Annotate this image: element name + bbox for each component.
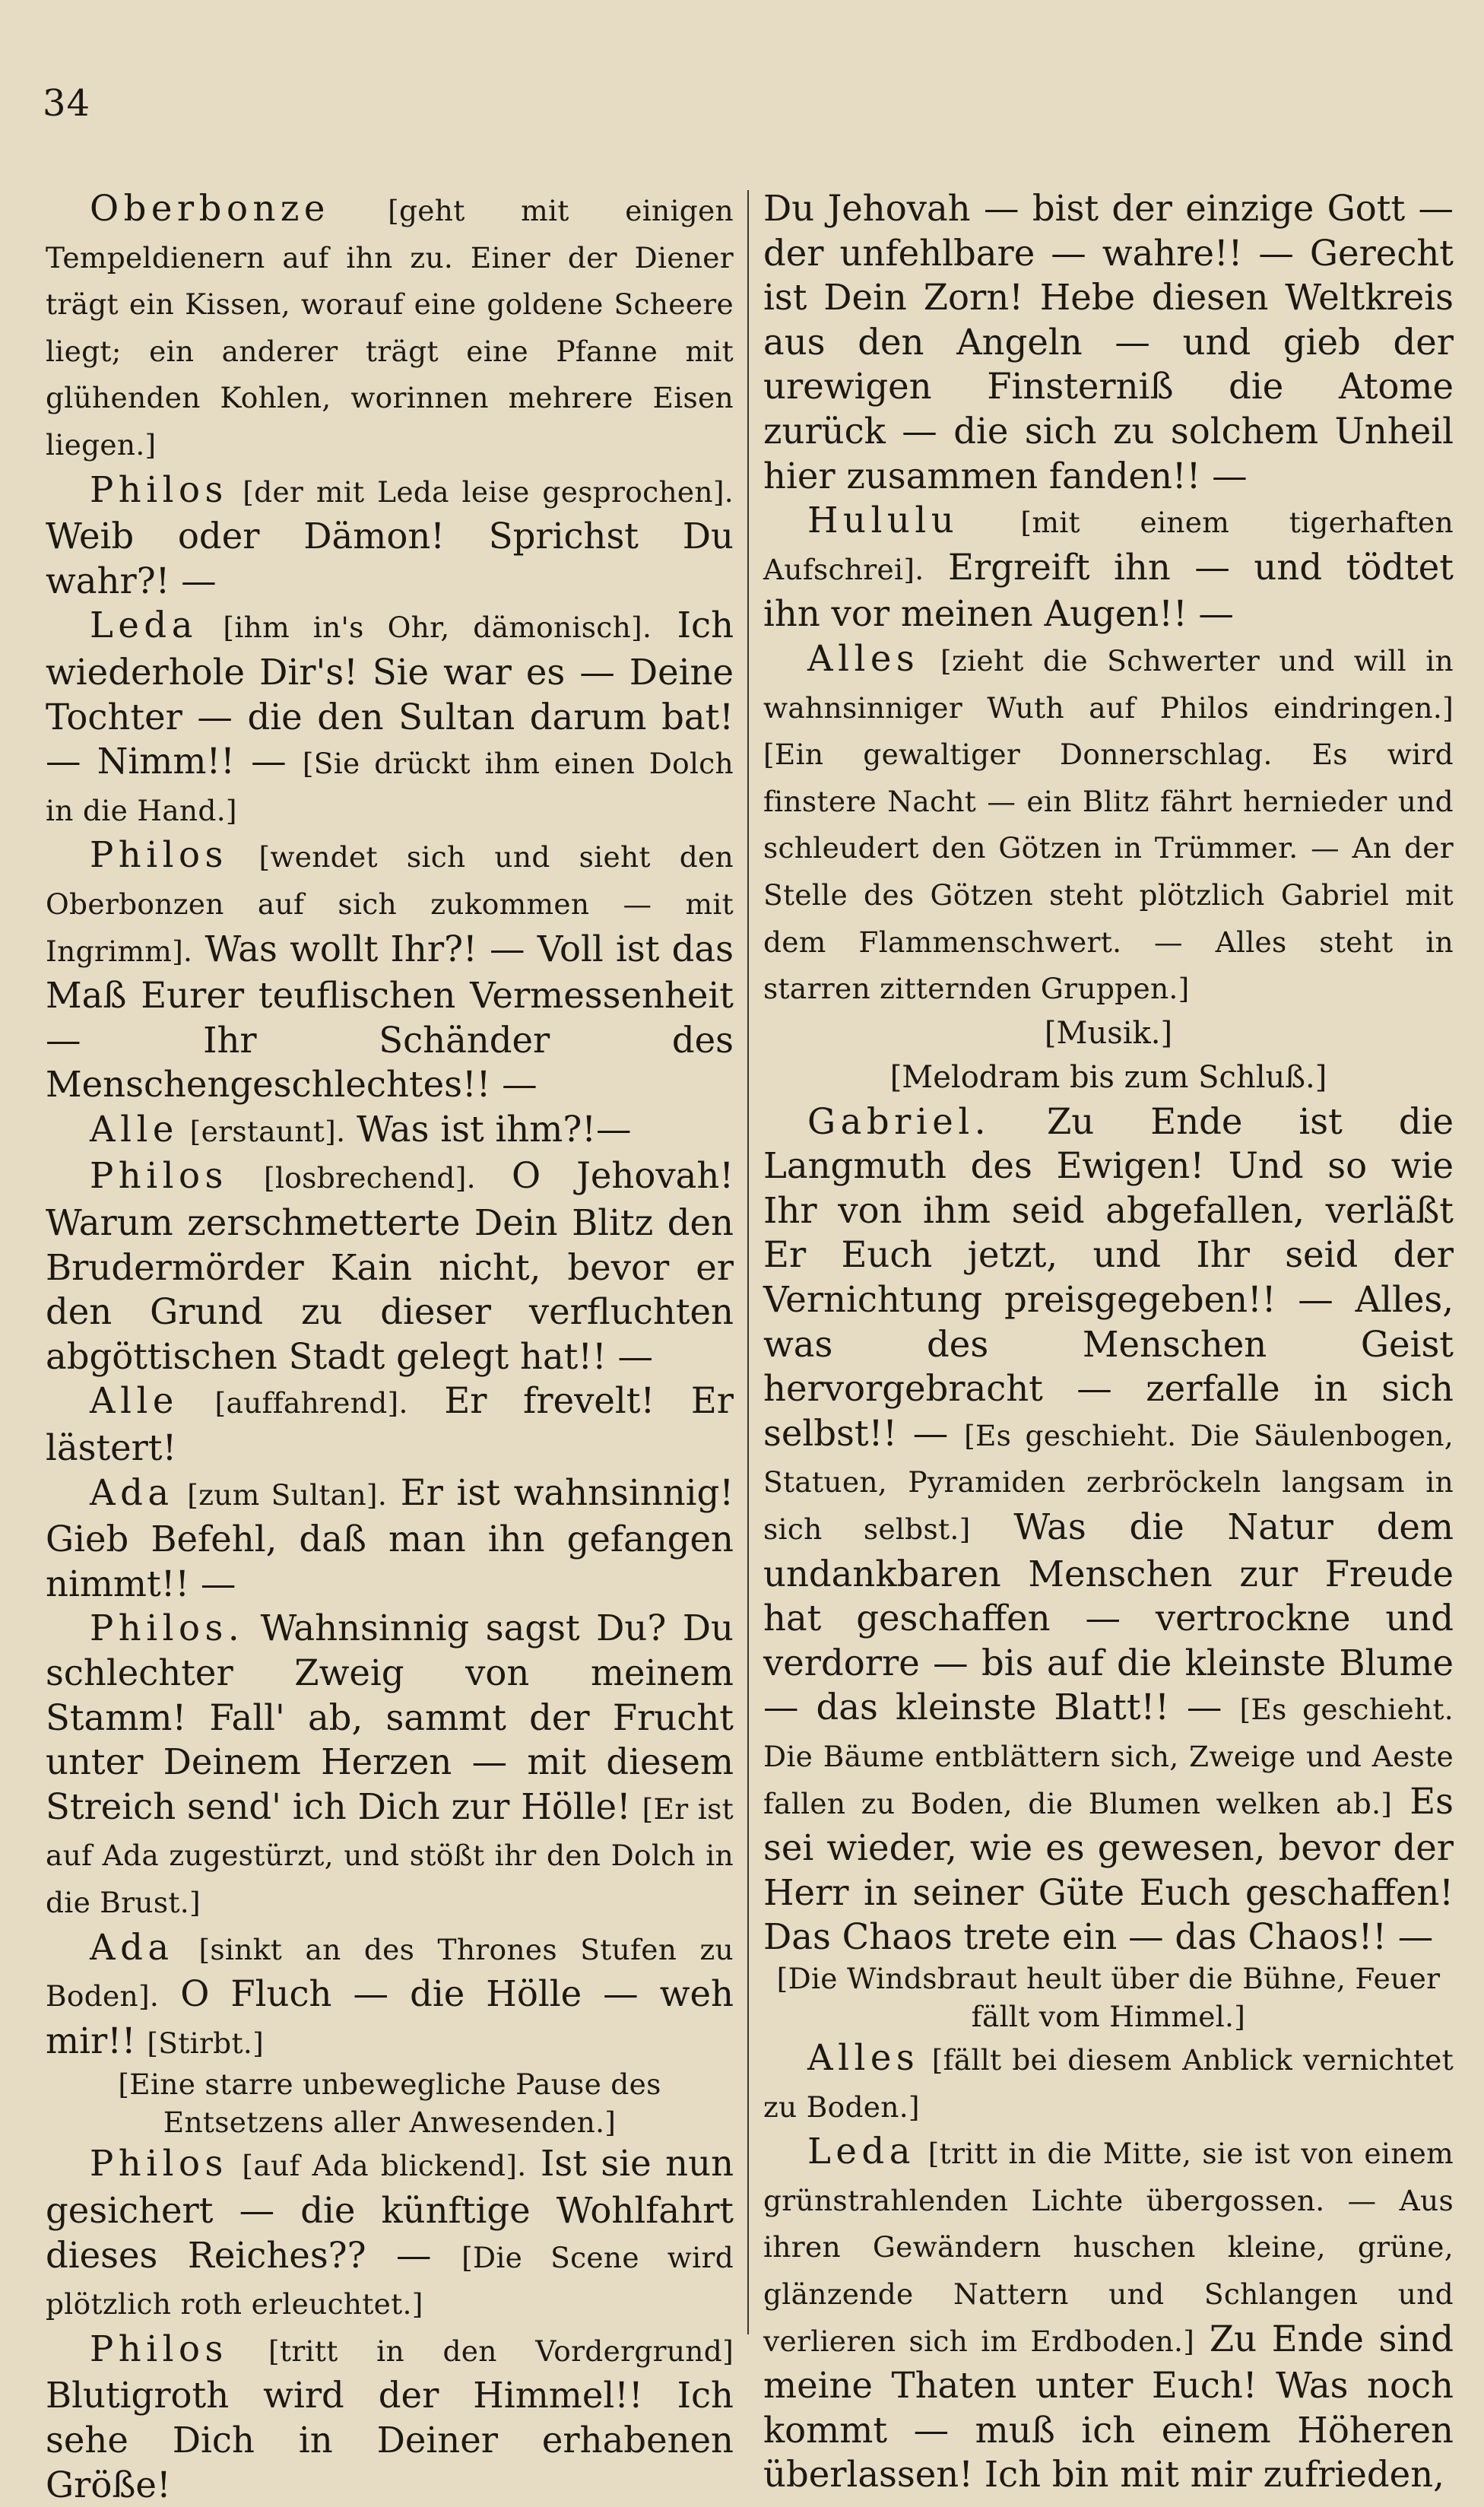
- dialogue: Blutigroth wird der Himmel!! Ich sehe Dich in Deiner erhabenen Größe!: [46, 2375, 734, 2505]
- paragraph: [46, 186, 734, 468]
- stage-direction: [losbrechend].: [264, 1161, 476, 1195]
- stage-direction: [geht mit einigen Tempeldienern auf ihn zu. Einer der Diener trägt ein Kissen, worauf eine goldene Scheere liegt; ein anderer trägt eine Pfanne mit glühenden Kohlen, worinnen mehrere Eisen liegen.]: [46, 194, 734, 462]
- stage-direction: [fällt bei diesem Anblick vernichtet zu Boden.]: [763, 2042, 1454, 2124]
- speaker-name: Alle: [90, 1380, 179, 1422]
- page-number: 34: [43, 82, 91, 125]
- left-column: [46, 186, 734, 2507]
- paragraph: [763, 2036, 1454, 2129]
- speaker-name: Alles: [807, 637, 920, 679]
- dialogue: Ich wiederhole Dir's! Sie war es — Deine Tochter — die den Sultan darum bat! — Nimm!! —: [46, 605, 734, 782]
- stage-direction: [ihm in's Ohr, dämonisch].: [223, 611, 652, 645]
- speaker-name: Ada: [90, 1471, 174, 1513]
- paragraph: [763, 1100, 1454, 1960]
- dialogue: Du Jehovah — bist der einzige Gott — der unfehlbare — wahre!! — Gerecht ist Dein Zorn! Hebe diesen Weltkreis aus den Angeln — und gieb der urewigen Finsterniß die Atome zurück — die sich zu solchem Unheil hier zusammen fanden!! —: [763, 188, 1454, 497]
- stage-direction-block: [Die Windsbraut heult über die Bühne, Feuer fällt vom Himmel.]: [776, 1961, 1441, 2033]
- speaker-name: Gabriel.: [807, 1100, 991, 1142]
- stage-direction: [zieht die Schwerter und will in wahnsinniger Wuth auf Philos eindringen.] [Ein gewaltiger Donnerschlag. Es wird finstere Nacht — ein Blitz fährt hernieder und schleudert den Götzen in Trümmer. — An der Stelle des Götzen steht plötzlich Gabriel mit dem Flammenschwert. — Alles steht in starren zitternden Gruppen.]: [763, 643, 1454, 1006]
- paragraph: [763, 498, 1454, 636]
- speaker-name: Leda: [807, 2131, 915, 2172]
- dialogue: Was die Natur dem undankbaren Menschen zur Freude hat geschaffen — vertrockne und verdorre — bis auf die kleinste Blume — das kleinste Blatt!! —: [763, 1506, 1454, 1728]
- dialogue: Zu Ende sind meine Thaten unter Euch! Was noch kommt — muß ich einem Höheren überlassen! Ich bin mit mir zufrieden,: [763, 2318, 1454, 2496]
- speaker-name: Alles: [807, 2036, 920, 2078]
- speaker-name: Philos: [90, 468, 228, 510]
- paragraph: [763, 2129, 1454, 2497]
- right-column: [763, 186, 1454, 2497]
- stage-direction: [Stirbt.]: [147, 2026, 264, 2060]
- speaker-name: Hululu: [807, 500, 959, 541]
- paragraph: [46, 2141, 734, 2326]
- melodram-cue: [Melodram bis zum Schluß.]: [889, 1059, 1327, 1095]
- stage-direction: [wendet sich und sieht den Oberbonzen auf sich zukommen — mit Ingrimm].: [46, 840, 734, 968]
- stage-direction: [der mit Leda leise gesprochen].: [243, 474, 734, 509]
- paragraph: [46, 2327, 734, 2507]
- paragraph: [46, 468, 734, 604]
- paragraph: [763, 186, 1454, 498]
- stage-direction: [Die Scene wird plötzlich roth erleuchtet.]: [46, 2240, 734, 2321]
- speaker-name: Philos: [90, 1155, 228, 1197]
- paragraph: [46, 1471, 734, 1607]
- stage-direction: [mit einem tigerhaften Aufschrei].: [763, 506, 1454, 586]
- stage-direction: [erstaunt].: [189, 1114, 346, 1148]
- stage-direction: [auf Ada blickend].: [242, 2149, 527, 2183]
- dialogue: Ergreift ihn — und tödtet ihn vor meinen Augen!! —: [763, 546, 1454, 635]
- dialogue: Was ist ihm?!—: [357, 1108, 632, 1150]
- speaker-name: Philos: [90, 2328, 228, 2369]
- column-divider: [747, 190, 749, 2334]
- music-cue: [Musik.]: [1044, 1015, 1173, 1051]
- stage-direction: [Er ist auf Ada zugestürzt, und stößt ihr den Dolch in die Brust.]: [46, 1791, 734, 1919]
- stage-direction: [Es geschieht. Die Bäume entblättern sich, Zweige und Aeste fallen zu Boden, die Blumen welken ab.]: [763, 1693, 1454, 1820]
- stage-direction-block: [Eine starre unbewegliche Pause des Entsetzens aller Anwesenden.]: [118, 2067, 661, 2140]
- dialogue: Wahnsinnig sagst Du? Du schlechter Zweig von meinem Stamm! Fall' ab, sammt der Frucht unter Deinem Herzen — mit diesem Streich send' ich Dich zur Hölle!: [46, 1607, 734, 1827]
- dialogue: Was wollt Ihr?! — Voll ist das Maß Eurer teuflischen Vermessenheit — Ihr Schänder des Menschengeschlechtes!! —: [46, 928, 734, 1106]
- paragraph: [46, 833, 734, 1107]
- dialogue: Es sei wieder, wie es gewesen, bevor der Herr in seiner Güte Euch geschaffen! Das Chaos trete ein — das Chaos!! —: [763, 1780, 1454, 1958]
- dialogue: O Fluch — die Hölle — weh mir!!: [46, 1973, 734, 2061]
- paragraph: [46, 603, 734, 833]
- dialogue: Ist sie nun gesichert — die künftige Wohlfahrt dieses Reiches?? —: [46, 2143, 734, 2276]
- dialogue: Er frevelt! Er lästert!: [46, 1380, 734, 1469]
- dialogue: Er ist wahnsinnig! Gieb Befehl, daß man ihn gefangen nimmt!! —: [46, 1471, 734, 1604]
- paragraph: [763, 636, 1454, 1011]
- speaker-name: Philos: [90, 834, 228, 876]
- speaker-name: Leda: [90, 605, 198, 646]
- speaker-name: Alle: [90, 1108, 179, 1150]
- speaker-name: Philos: [90, 2143, 228, 2185]
- stage-direction: [Sie drückt ihm einen Dolch in die Hand.]: [46, 747, 734, 827]
- stage-direction: [auffahrend].: [214, 1386, 408, 1420]
- stage-direction: [sinkt an des Thrones Stufen zu Boden].: [46, 1932, 734, 2014]
- speaker-name: Oberbonze: [90, 188, 330, 229]
- paragraph: [46, 1107, 734, 1154]
- stage-direction: [zum Sultan].: [187, 1477, 388, 1512]
- paragraph: [46, 1379, 734, 1470]
- dialogue: Weib oder Dämon! Sprichst Du wahr?! —: [46, 516, 734, 601]
- paragraph: [46, 1154, 734, 1379]
- dialogue: Zu Ende ist die Langmuth des Ewigen! Und so wie Ihr von ihm seid abgefallen, verläßt Er Euch jetzt, und Ihr seid der Vernichtung preisgegeben!! — Alles, was des Menschen Geist hervorgebracht — zerfalle in sich selbst!! —: [763, 1100, 1454, 1454]
- speaker-name: Ada: [90, 1926, 174, 1968]
- stage-direction: [tritt in die Mitte, sie ist von einem grünstrahlenden Lichte übergossen. — Aus ihren Gewändern huschen kleine, grüne, glänzende Nattern und Schlangen und verlieren sich im Erdboden.]: [763, 2137, 1454, 2358]
- stage-direction: [tritt in den Vordergrund]: [268, 2334, 734, 2368]
- paragraph: [46, 1606, 734, 1925]
- dialogue: O Jehovah! Warum zerschmetterte Dein Blitz den Brudermörder Kain nicht, bevor er den Grund zu dieser verfluchten abgöttischen Stadt gelegt hat!! —: [46, 1155, 734, 1377]
- paragraph: [46, 1925, 734, 2066]
- speaker-name: Philos.: [90, 1607, 245, 1649]
- stage-direction: [Es geschieht. Die Säulenbogen, Statuen, Pyramiden zerbröckeln langsam in sich selbst.]: [763, 1418, 1454, 1547]
